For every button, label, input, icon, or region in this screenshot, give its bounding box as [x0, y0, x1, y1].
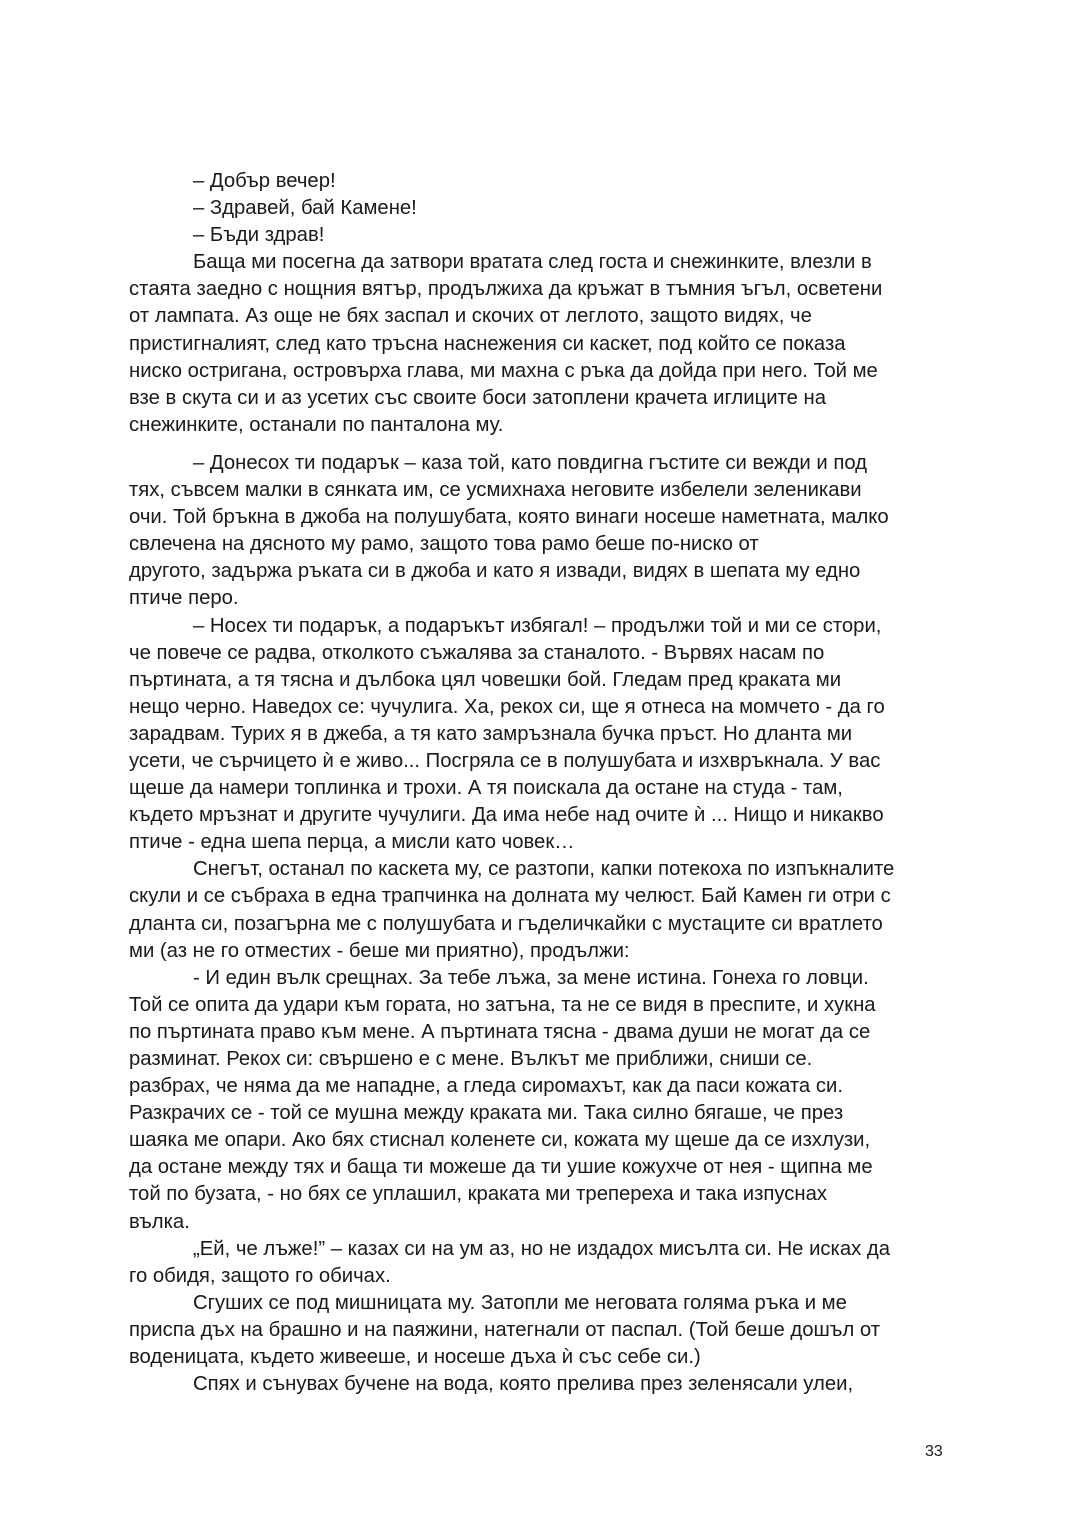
paragraph: [129, 1236, 951, 1290]
text-line: нещо черно. Наведох се: чучулига. Ха, рекох си, ще я отнеса на момчето - да го: [129, 695, 885, 718]
text-line: другото, задържа ръката си в джоба и като я извади, видях в шепата му едно: [129, 560, 861, 583]
text-line: Той се опита да удари към гората, но затъна, та не се видя в преспите, и хукна: [129, 993, 876, 1016]
text-line: - И един вълк срещнах. За тебе лъжа, за мене истина. Гонеха го ловци.: [193, 966, 869, 989]
text-line: – Бъди здрав!: [193, 224, 325, 247]
text-line: ниско остригана, островърха глава, ми махна с ръка да дойда при него. Той ме: [129, 359, 878, 382]
paragraph: [129, 856, 951, 964]
text-line: усети, че сърчицето ѝ е живо... Посгряла се в полушубата и изхвръкнала. У вас: [129, 749, 881, 772]
text-line: пъртината, а тя тясна и дълбока цял човешки бой. Гледам пред краката ми: [129, 668, 842, 691]
text-line: от лампата. Аз още не бях заспал и скочих от леглото, защото видях, че: [129, 305, 812, 328]
text-line: да остане между тях и баща ти можеше да ти ушие кожухче от нея - щипна ме: [129, 1156, 873, 1179]
text-line: че повече се радва, отколкото съжалява за станалото. - Вървях насам по: [129, 641, 825, 664]
page-number: 33: [925, 1443, 943, 1460]
text-line: щеше да намери топлинка и трохи. А тя поискала да остане на студа - там,: [129, 777, 843, 800]
text-line: дланта си, позагърна ме с полушубата и гъделичкайки с мустаците си вратлето: [129, 912, 883, 935]
text-line: приспа дъх на брашно и на паяжини, натегнали от паспал. (Той беше дошъл от: [129, 1318, 881, 1341]
paragraph: [129, 613, 951, 857]
dialogue-line: [129, 168, 951, 195]
text-line: воденицата, където живееше, и носеше дъха ѝ със себе си.): [129, 1346, 701, 1369]
text-line: очи. Той бръкна в джоба на полушубата, която винаги носеше наметната, малко: [129, 506, 889, 529]
text-line: Спях и сънувах бучене на вода, която прелива през зеленясали улеи,: [193, 1373, 854, 1396]
text-line: Баща ми посегна да затвори вратата след госта и снежинките, влезли в: [193, 251, 872, 274]
text-line: – Добър вечер!: [193, 170, 336, 192]
text-line: взе в скута си и аз усетих със своите боси затоплени крачета иглиците на: [129, 386, 826, 409]
paragraph: [129, 249, 951, 439]
text-line: скули и се събраха в една трапчинка на долната му челюст. Бай Камен ги отри с: [129, 885, 891, 908]
text-line: шаяка ме опари. Ако бях стиснал коленете си, кожата му щеше да се изхлузи,: [129, 1129, 871, 1152]
text-line: – Донесох ти подарък – каза той, като повдигна гъстите си вежди и под: [193, 451, 868, 474]
text-line: пристигналият, след като тръсна наснежения си каскет, под който се показа: [129, 332, 846, 355]
dialogue-line: [129, 222, 951, 249]
text-line: където мръзнат и другите чучулиги. Да има небе над очите ѝ ... Нищо и никакво: [129, 804, 884, 827]
text-line: вълка.: [129, 1210, 190, 1233]
text-line: птиче - една шепа перца, а мисли като човек…: [129, 831, 575, 854]
text-line: по пъртината право към мене. А пъртината тясна - двама души не могат да се: [129, 1020, 871, 1043]
text-line: Сгуших се под мишницата му. Затопли ме неговата голяма ръка и ме: [193, 1291, 847, 1314]
paragraph: [129, 1371, 951, 1398]
text-line: снежинките, останали по панталона му.: [129, 413, 504, 436]
paragraph: [129, 965, 951, 1236]
text-line: „Ей, че лъже!” – казах си на ум аз, но не издадох мисълта си. Не исках да: [193, 1237, 891, 1260]
text-line: го обидя, защото го обичах.: [129, 1264, 391, 1287]
text-line: Снегът, останал по каскета му, се разтопи, капки потекоха по изпъкналите: [193, 858, 895, 881]
text-line: – Носех ти подарък, а подаръкът избягал! – продължи той и ми се стори,: [193, 614, 882, 637]
paragraph: [129, 450, 951, 613]
text-line: свлечена на дясното му рамо, защото това рамо беше по-ниско от: [129, 533, 759, 556]
body-text: [129, 168, 951, 1398]
dialogue-line: [129, 195, 951, 222]
text-line: разбрах, че няма да ме нападне, а гледа сиромахът, как да паси кожата си.: [129, 1075, 843, 1098]
text-line: тях, съвсем малки в сянката им, се усмихнаха неговите избелели зеленикави: [129, 479, 862, 502]
paragraph: [129, 1290, 951, 1371]
text-line: Разкрачих се - той се мушна между краката ми. Така силно бягаше, че през: [129, 1102, 844, 1125]
text-line: птиче перо.: [129, 587, 239, 610]
text-line: той по бузата, - но бях се уплашил, краката ми трепереха и така изпуснах: [129, 1183, 828, 1206]
text-line: разминат. Рекох си: свършено е с мене. Вълкът ме приближи, сниши се.: [129, 1048, 813, 1070]
text-line: зарадвам. Турих я в джеба, а тя като замръзнала бучка пръст. Но дланта ми: [129, 722, 853, 745]
text-line: ми (аз не го отместих - беше ми приятно), продължи:: [129, 939, 630, 962]
text-line: – Здравей, бай Камене!: [193, 197, 417, 220]
text-line: стаята заедно с нощния вятър, продължиха да кръжат в тъмния ъгъл, осветени: [129, 278, 883, 301]
